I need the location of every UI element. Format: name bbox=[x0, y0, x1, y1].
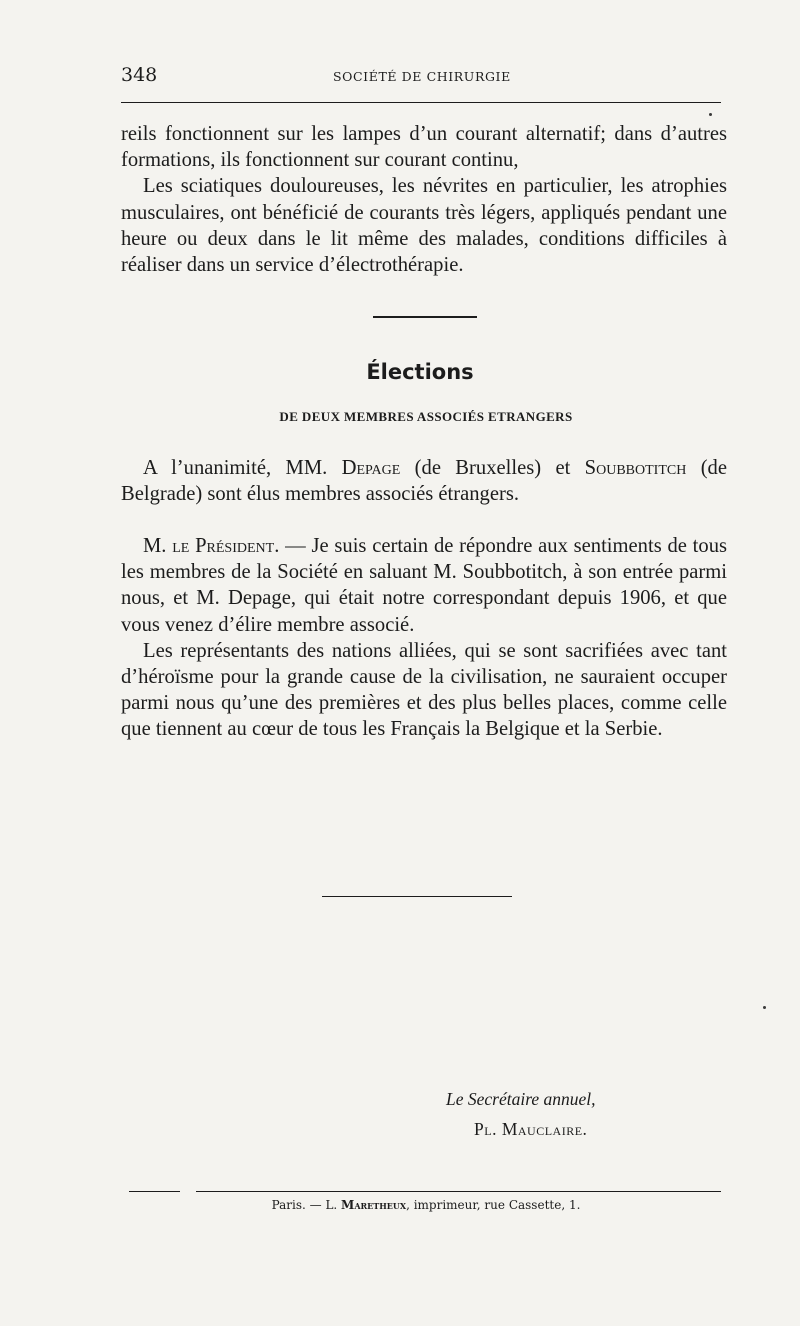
president-section bbox=[121, 533, 727, 743]
printer-imprint bbox=[0, 1198, 800, 1212]
section-divider bbox=[373, 316, 477, 318]
paragraph-sciatica: Les sciatiques douloureuses, les névrites en particulier, les atrophies musculaires, ont bénéficié de courants très légers, appliqués pendant une heure ou deux dans le lit même des malades, conditions difficiles à réaliser dans un service d’électrothérapie. bbox=[121, 175, 727, 277]
member-name-depage: Depage bbox=[341, 457, 401, 479]
running-head: SOCIÉTÉ DE CHIRURGIE bbox=[333, 69, 511, 84]
end-divider bbox=[322, 896, 512, 897]
signature-role: Le Secrétaire annuel, bbox=[446, 1089, 596, 1109]
imprint-suffix: , imprimeur, rue Cassette, 1. bbox=[406, 1198, 581, 1212]
imprint-prefix: Paris. — L. bbox=[271, 1198, 342, 1212]
print-speck bbox=[709, 113, 712, 116]
signature-name: Pl. Mauclaire. bbox=[474, 1119, 588, 1139]
president-paragraph bbox=[121, 533, 727, 638]
president-speech: — Je suis certain de répondre aux sentiments de tous les membres de la Société en saluant M. Soubbotitch, à son entrée parmi nous, et M. Depage, qui était notre correspondant depuis 1906, et que vous venez d’élire membre associé. bbox=[121, 535, 728, 636]
election-text-3: (de Belgrade) sont élus membres associés étrangers. bbox=[121, 457, 727, 506]
speaker-label: M. le Président. bbox=[143, 535, 280, 557]
election-text-2: (de Bruxelles) et bbox=[400, 457, 585, 479]
member-name-soubbotitch: Soubbotitch bbox=[584, 457, 687, 479]
imprint-printer: Maretheux bbox=[341, 1198, 407, 1212]
footer-rule-short bbox=[129, 1191, 180, 1192]
election-section bbox=[121, 455, 727, 507]
paragraph-continued: reils fonctionnent sur les lampes d’un courant alternatif; dans d’autres formations, ils fonctionnent sur courant continu, bbox=[121, 123, 727, 172]
election-paragraph bbox=[121, 455, 727, 507]
page-header bbox=[121, 64, 721, 94]
top-section bbox=[121, 121, 727, 278]
print-speck bbox=[763, 1006, 766, 1009]
page-number: 348 bbox=[121, 64, 158, 86]
section-subtitle: DE DEUX MEMBRES ASSOCIÉS ETRANGERS bbox=[279, 409, 573, 424]
section-title: Élections bbox=[366, 360, 474, 384]
allied-nations-paragraph: Les représentants des nations alliées, qui se sont sacrifiées avec tant d’héroïsme pour la grande cause de la civilisation, ne sauraient occuper parmi nous qu’une des premières et des plus belles places, comme celle que tiennent au cœur de tous les Français la Belgique et la Serbie. bbox=[121, 639, 727, 741]
header-rule bbox=[121, 102, 721, 103]
footer-rule-long bbox=[196, 1191, 721, 1192]
election-text-1: A l’unanimité, MM. bbox=[143, 457, 342, 479]
